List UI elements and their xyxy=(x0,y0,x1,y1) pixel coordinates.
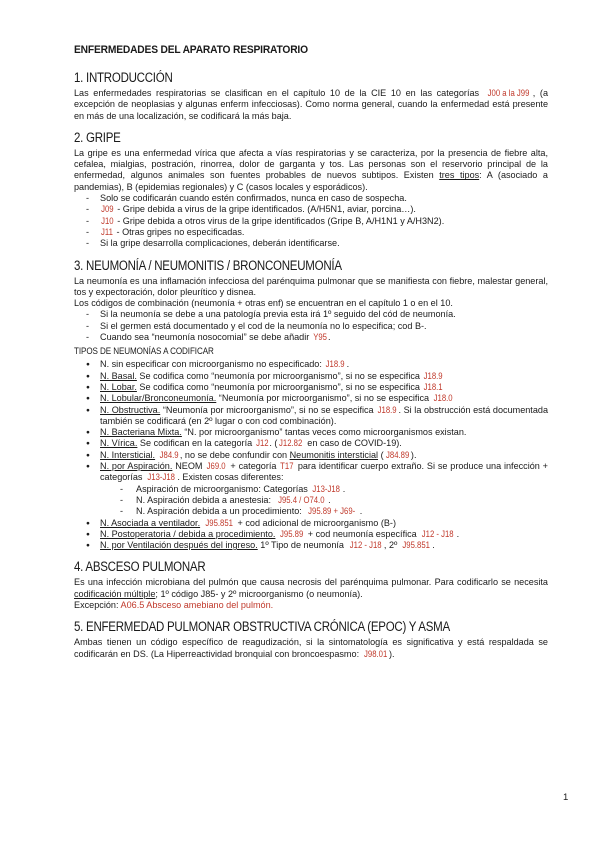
code-ref: J12.82 xyxy=(279,438,303,449)
neumonia-types-list xyxy=(74,359,548,483)
gripe-list xyxy=(74,193,548,249)
list-item: ● N. Vírica. Se codifican en la categoría J12. ( J12.82 en caso de COVID-19). xyxy=(74,438,548,449)
list-item: - J11 - Otras gripes no especificadas. xyxy=(74,227,548,238)
code-ref: J09 xyxy=(101,204,114,215)
section-neumonia xyxy=(74,258,548,552)
code-ref: J95.851 xyxy=(402,540,430,551)
code-ref: J13-J18 xyxy=(147,472,175,483)
code-ref: J18.0 xyxy=(433,393,453,404)
paragraph: La neumonía es una inflamación infecciosa del parénquima pulmonar que se manifiesta con fiebre, malestar general, tos y expectoración, dolor pleurítico y disnea. xyxy=(74,275,548,297)
code-ref: J18.1 xyxy=(424,381,444,392)
list-item: ● N. Intersticial. J84.9 , no se debe confundir con Neumonitis intersticial ( J84.89 ). xyxy=(74,450,548,461)
aspiracion-sublist xyxy=(74,484,548,518)
code-ref: J10 xyxy=(101,215,114,226)
code-ref: J95.4 / O74.0 xyxy=(277,494,325,505)
list-item: - Si la neumonía se debe a una patología previa esta irá 1º seguido del cód de neumonía. xyxy=(74,309,548,320)
code-ref: J95.89 + J69- xyxy=(308,506,356,517)
list-item: ● N. Lobular/Bronconeumonía. “Neumonía por microorganismo”, si no se especifica J18.0 xyxy=(74,393,548,404)
list-item: ● N. Bacteriana Mixta. “N. por microorganismo” tantas veces como microorganismos existan. xyxy=(74,427,548,438)
list-item: - N. Aspiración debida a anestesia: J95.4 / O74.0 . xyxy=(74,495,548,506)
list-item: - N. Aspiración debida a un procedimiento: J95.89 + J69- . xyxy=(74,506,548,517)
code-ref: J18.9 xyxy=(424,370,444,381)
code-ref: J12 - J18 xyxy=(349,540,382,551)
code-ref: J13-J18 xyxy=(312,483,341,494)
list-item: - Si la gripe desarrolla complicaciones, deberán identificarse. xyxy=(74,238,548,249)
code-ref: J00 a la J99 xyxy=(487,88,530,98)
code-ref: J12 - J18 xyxy=(422,528,454,539)
list-item: ● N. Basal. Se codifica como “neumonía por microorganismo”, si no se especifica J18.9 xyxy=(74,371,548,382)
section-heading: 2. GRIPE xyxy=(74,129,121,145)
list-item: - Si el germen está documentado y el cod de la neumonía no lo especifica; cod B-. xyxy=(74,321,548,332)
paragraph: Excepción: A06.5 Absceso amebiano del pulmón. xyxy=(74,599,274,610)
section-heading: 5. ENFERMEDAD PULMONAR OBSTRUCTIVA CRÓNICA (EPOC) Y ASMA xyxy=(74,619,450,635)
list-item: ● N. sin especificar con microorganismo no especificado: J18.9 . xyxy=(74,359,548,370)
section-heading: 1. INTRODUCCIÓN xyxy=(74,70,173,85)
neumonia-rules-list xyxy=(74,309,548,343)
section-introduccion xyxy=(74,70,548,122)
list-item: ● N. por Aspiración. NEOM J69.0 + categoría T17 para identificar cuerpo extraño. Si se produce una infección + categorías J13-J18 . Existen cosas diferentes: xyxy=(74,461,548,484)
code-ref: J12 xyxy=(255,438,269,449)
code-ref: J18.9 xyxy=(326,359,346,370)
code-ref: J18.9 xyxy=(377,404,397,415)
paragraph: Es una infección microbiana del pulmón que causa necrosis del parénquima pulmonar. Para codificarlo se necesita codificación múltiple; 1º código J85- y 2º microorganismo (o neumonía). xyxy=(74,577,548,599)
list-item: - Aspiración de microorganismo: Categorías J13-J18 . xyxy=(74,484,548,495)
section-gripe xyxy=(74,130,548,250)
code-ref: Y95 xyxy=(313,332,327,343)
neumonia-types-list-2 xyxy=(74,518,548,552)
list-item: - Solo se codificarán cuando estén confirmados, nunca en caso de sospecha. xyxy=(74,193,548,204)
section-absceso xyxy=(74,559,548,611)
list-item: ● N. Postoperatoria / debida a procedimiento. J95.89 + cod neumonía específica J12 - J18 . xyxy=(74,529,548,540)
paragraph: Los códigos de combinación (neumonía + otras enf) se encuentran en el capítulo 1 o en el 10. xyxy=(74,298,453,309)
list-item: ● N. Obstructiva. “Neumonía por microorganismo”, si no se especifica J18.9 . Si la obstrucción está documentada también se codificará (en 2º lugar o con cod combinación). xyxy=(74,405,548,428)
list-item: - J09 - Gripe debida a virus de la gripe identificados. (A/H5N1, aviar, porcina…). xyxy=(74,204,548,215)
list-item: - Cuando sea “neumonía nosocomial” se debe añadir Y95. xyxy=(74,332,548,343)
code-ref: J95.89 xyxy=(280,528,304,539)
page-number: 1 xyxy=(563,792,569,803)
section-heading: 3. NEUMONÍA / NEUMONITIS / BRONCONEUMONÍA xyxy=(74,257,342,273)
paragraph: Las enfermedades respiratorias se clasifican en el capítulo 10 de la CIE 10 en las categorías J00 a la J99 , (a excepción de neoplasias y algunas enferm infecciosas). Como norma general, cuando la enfermedad está presente en más de una localización, se codificará la más baja. xyxy=(74,88,549,121)
paragraph: Ambas tienen un código específico de reagudización, si la sintomatología es significativa y está respaldada se codificarán en DS. (La Hiperreactividad bronquial con broncoespasmo: J98.01 ). xyxy=(74,637,548,659)
code-ref: J84.89 xyxy=(385,449,409,460)
list-item: - J10 - Gripe debida a otros virus de la gripe identificados (Gripe B, A/H1N1 y A/H3N2). xyxy=(74,216,548,227)
paragraph: La gripe es una enfermedad vírica que afecta a vías respiratorias y se caracteriza, por la presencia de fiebre alta, cefalea, mialgias, postración, rinorrea, dolor de garganta y tos. Las personas son el reservorio principal de la enfermedad, algunos animales son fuentes probables de nuevos subtipos. Existen tres tipos: A (asociado a pandemias), B (epidemias regionales) y C (casos locales y esporádicos). xyxy=(74,147,548,192)
document-page xyxy=(74,40,548,668)
list-item: ● N. por Ventilación después del ingreso. 1º Tipo de neumonía J12 - J18 , 2º J95.851 . xyxy=(74,540,548,551)
code-ref: T17 xyxy=(280,461,294,472)
code-ref: J11 xyxy=(101,226,113,237)
code-ref: J84.9 xyxy=(159,449,179,460)
code-ref: J98.01 xyxy=(363,648,387,659)
document-title: ENFERMEDADES DEL APARATO RESPIRATORIO xyxy=(74,44,308,56)
list-item: ● N. Asociada a ventilador. J95.851 + cod adicional de microorganismo (B-) xyxy=(74,518,548,529)
subsection-heading: TIPOS DE NEUMONÍAS A CODIFICAR xyxy=(74,346,214,357)
code-ref: J69.0 xyxy=(207,461,226,472)
section-epoc xyxy=(74,619,548,660)
list-item: ● N. Lobar. Se codifica como “neumonía por microorganismo”, si no se especifica J18.1 xyxy=(74,382,548,393)
code-ref: J95.851 xyxy=(205,517,233,528)
section-heading: 4. ABSCESO PULMONAR xyxy=(74,559,206,575)
